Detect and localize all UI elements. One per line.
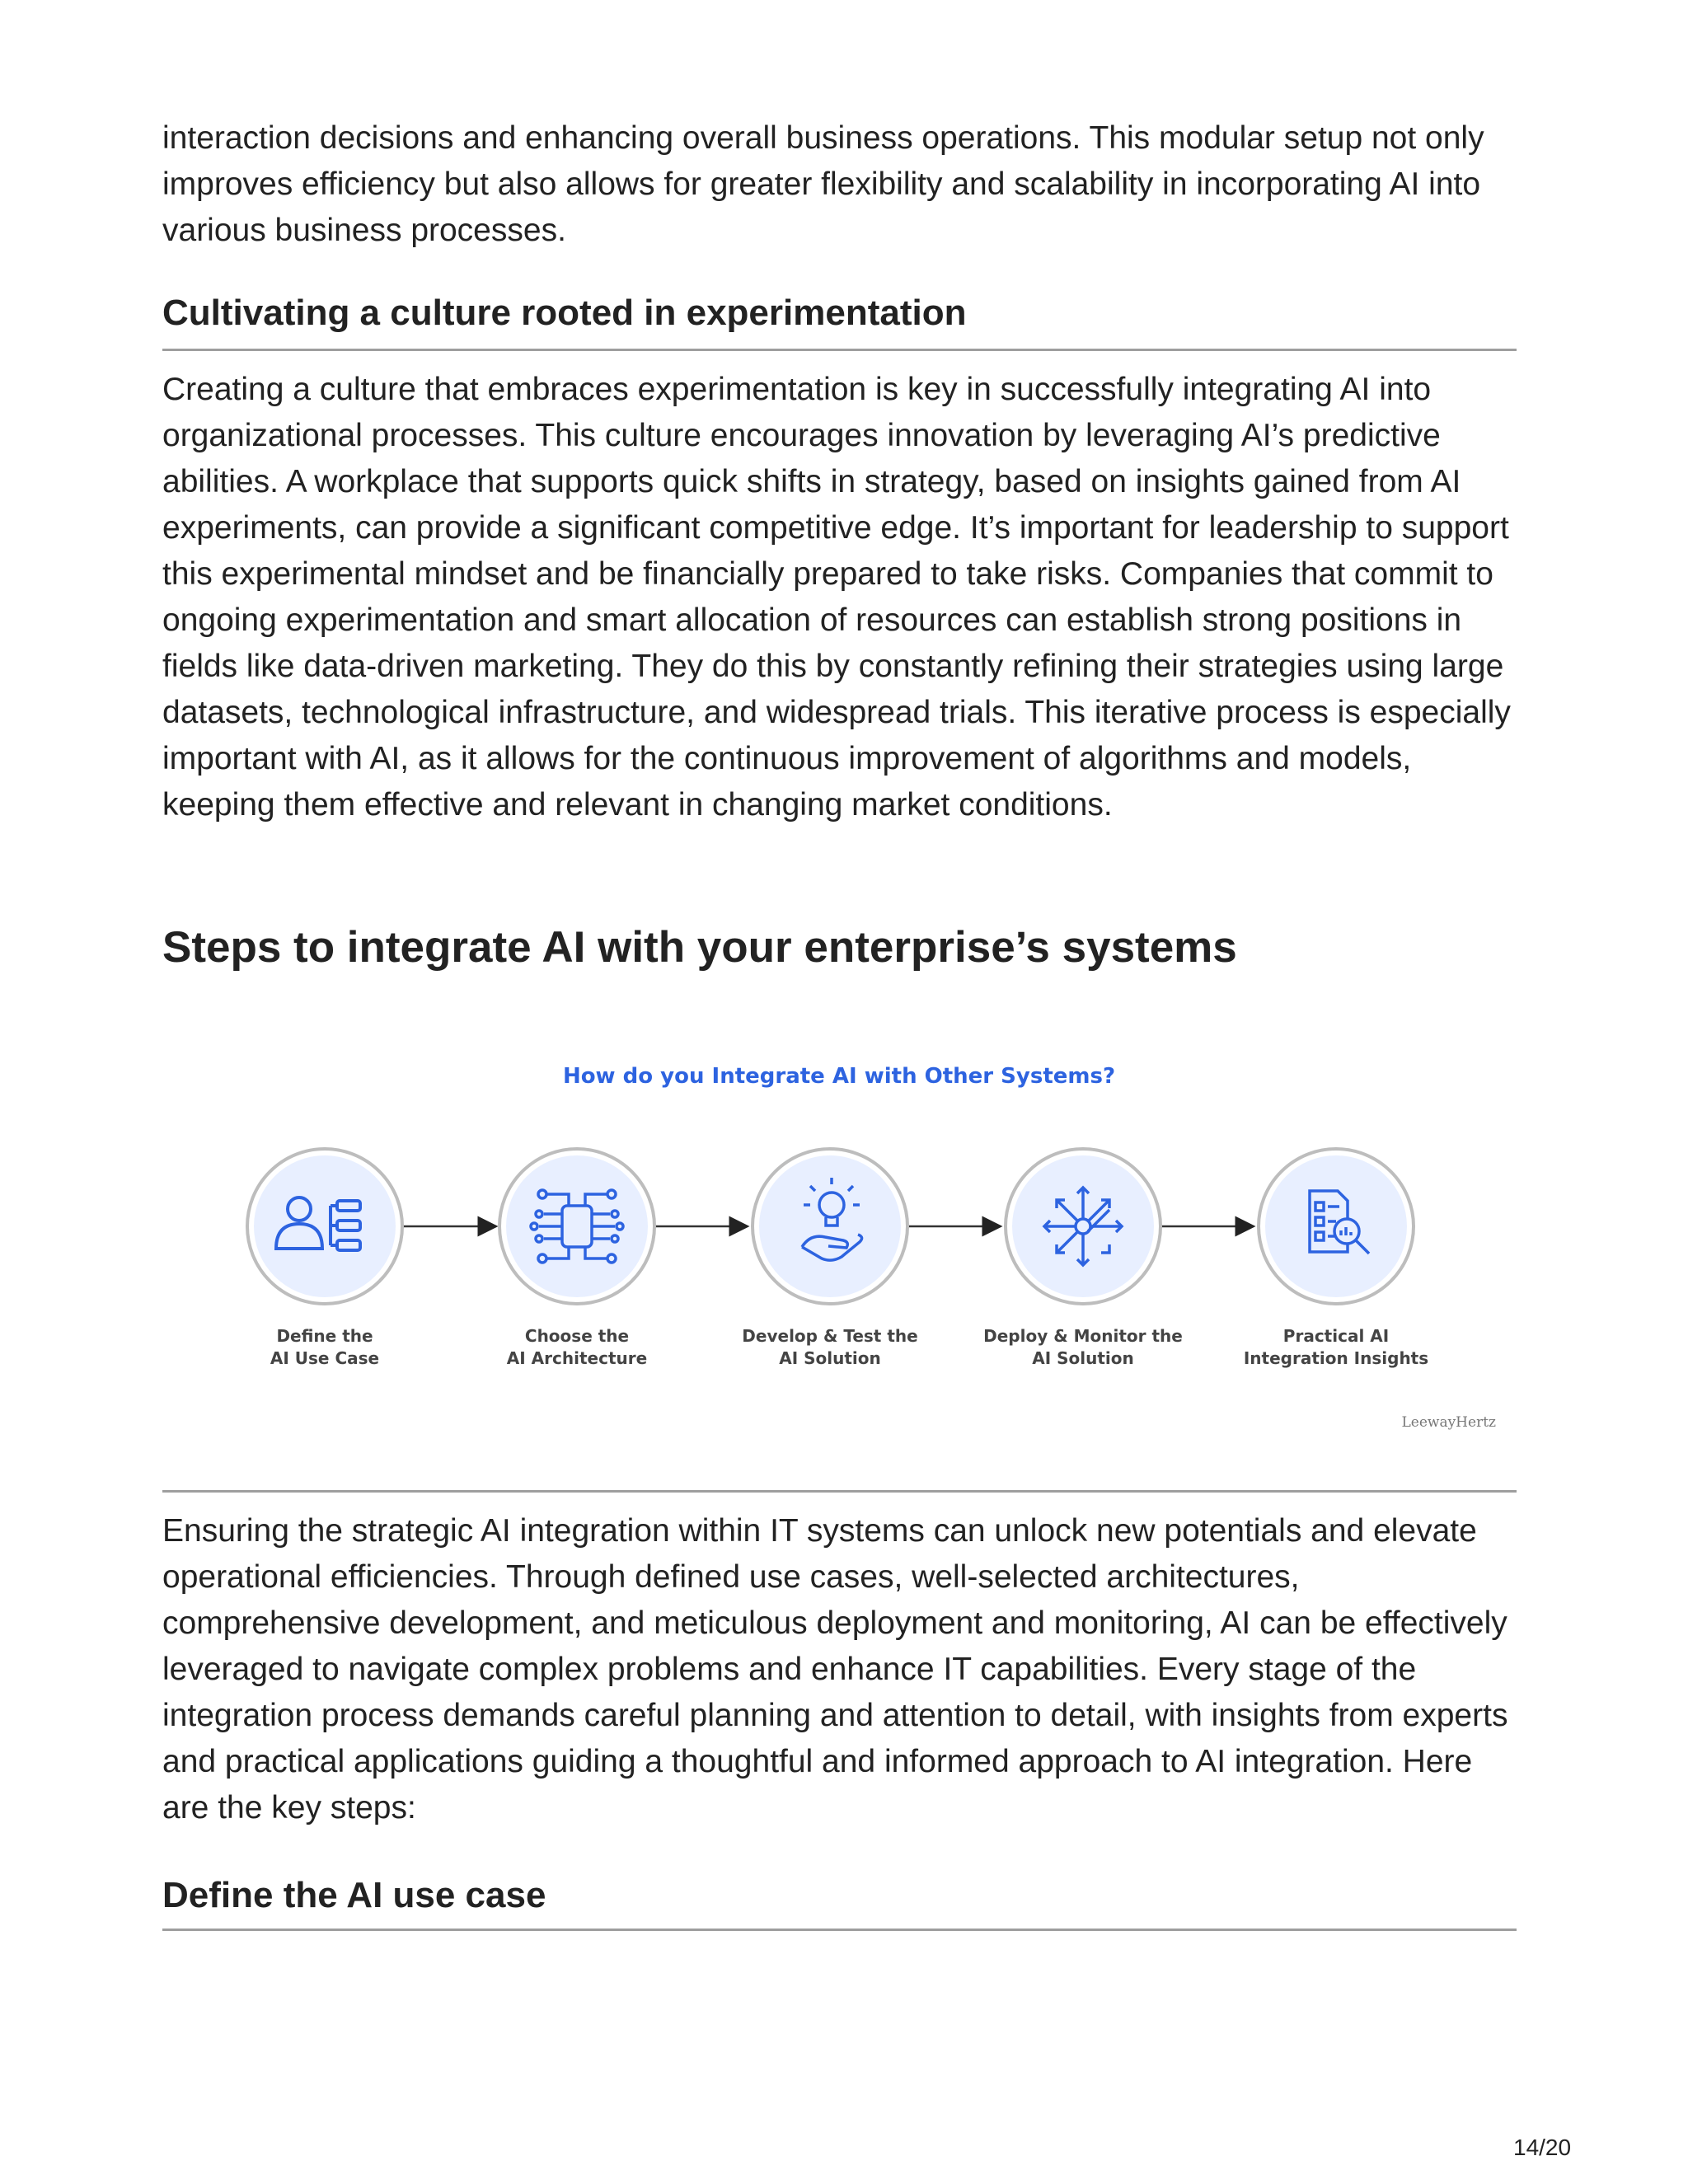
step-label-line1: Practical AI	[1282, 1326, 1390, 1346]
page-number: 14/20	[1513, 2135, 1572, 2160]
integration-steps-figure	[162, 1026, 1517, 1455]
figure-divider	[162, 1490, 1517, 1493]
intro-paragraph: interaction decisions and enhancing overall business operations. This modular setup not only improves efficiency but also allows for greater flexibility and scalability in incorporating AI into various business processes.	[162, 120, 1484, 248]
step-label-line2: AI Use Case	[270, 1348, 380, 1368]
heading-divider	[162, 349, 1517, 351]
step-define-use-case	[247, 1149, 402, 1368]
step-label-line1: Define the	[276, 1326, 373, 1346]
step-label-line1: Choose the	[524, 1326, 630, 1346]
step-practical-insights	[1244, 1149, 1428, 1368]
heading-define-use-case: Define the AI use case	[162, 1875, 546, 1915]
step-label-line2: AI Solution	[1032, 1348, 1134, 1368]
step-label-line1: Develop & Test the	[742, 1326, 918, 1346]
heading-divider	[162, 1929, 1517, 1931]
step-label-line1: Deploy & Monitor the	[983, 1326, 1183, 1346]
step-label-line2: Integration Insights	[1243, 1348, 1429, 1368]
figure-title: How do you Integrate AI with Other Systems?	[562, 1064, 1116, 1089]
step-develop-test	[742, 1149, 917, 1368]
step-label-line2: AI Architecture	[506, 1348, 648, 1368]
step-choose-architecture	[499, 1149, 654, 1368]
culture-paragraph: Creating a culture that embraces experimentation is key in successfully integrating AI into organizational processes. This culture encourages innovation by leveraging AI’s predictive abilities. A workplace that supports quick shifts in strategy, based on insights gained from AI experiments, can provide a significant competitive edge. It’s important for leadership to support this experimental mindset and be financially prepared to take risks. Companies that commit to ongoing experimentation and smart allocation of resources can establish strong positions in fields like data-driven marketing. They do this by constantly refining their strategies using large datasets, technological infrastructure, and widespread trials. This iterative process is especially important with AI, as it allows for the continuous improvement of algorithms and models, keeping them effective and relevant in changing market conditions.	[162, 372, 1511, 823]
step-deploy-monitor	[983, 1149, 1183, 1368]
heading-culture: Cultivating a culture rooted in experimentation	[162, 293, 967, 333]
brand-logo-text: LeewayHertz	[1401, 1414, 1496, 1431]
heading-steps: Steps to integrate AI with your enterprise’s systems	[162, 923, 1237, 972]
steps-intro-paragraph: Ensuring the strategic AI integration within IT systems can unlock new potentials and elevate operational efficiencies. Through defined use cases, well-selected architectures, comprehensive development, and meticulous deployment and monitoring, AI can be effectively leveraged to navigate complex problems and enhance IT capabilities. Every stage of the integration process demands careful planning and attention to detail, with insights from experts and practical applications guiding a thoughtful and informed approach to AI integration. Here are the key steps:	[162, 1513, 1508, 1825]
step-label-line2: AI Solution	[779, 1348, 881, 1368]
